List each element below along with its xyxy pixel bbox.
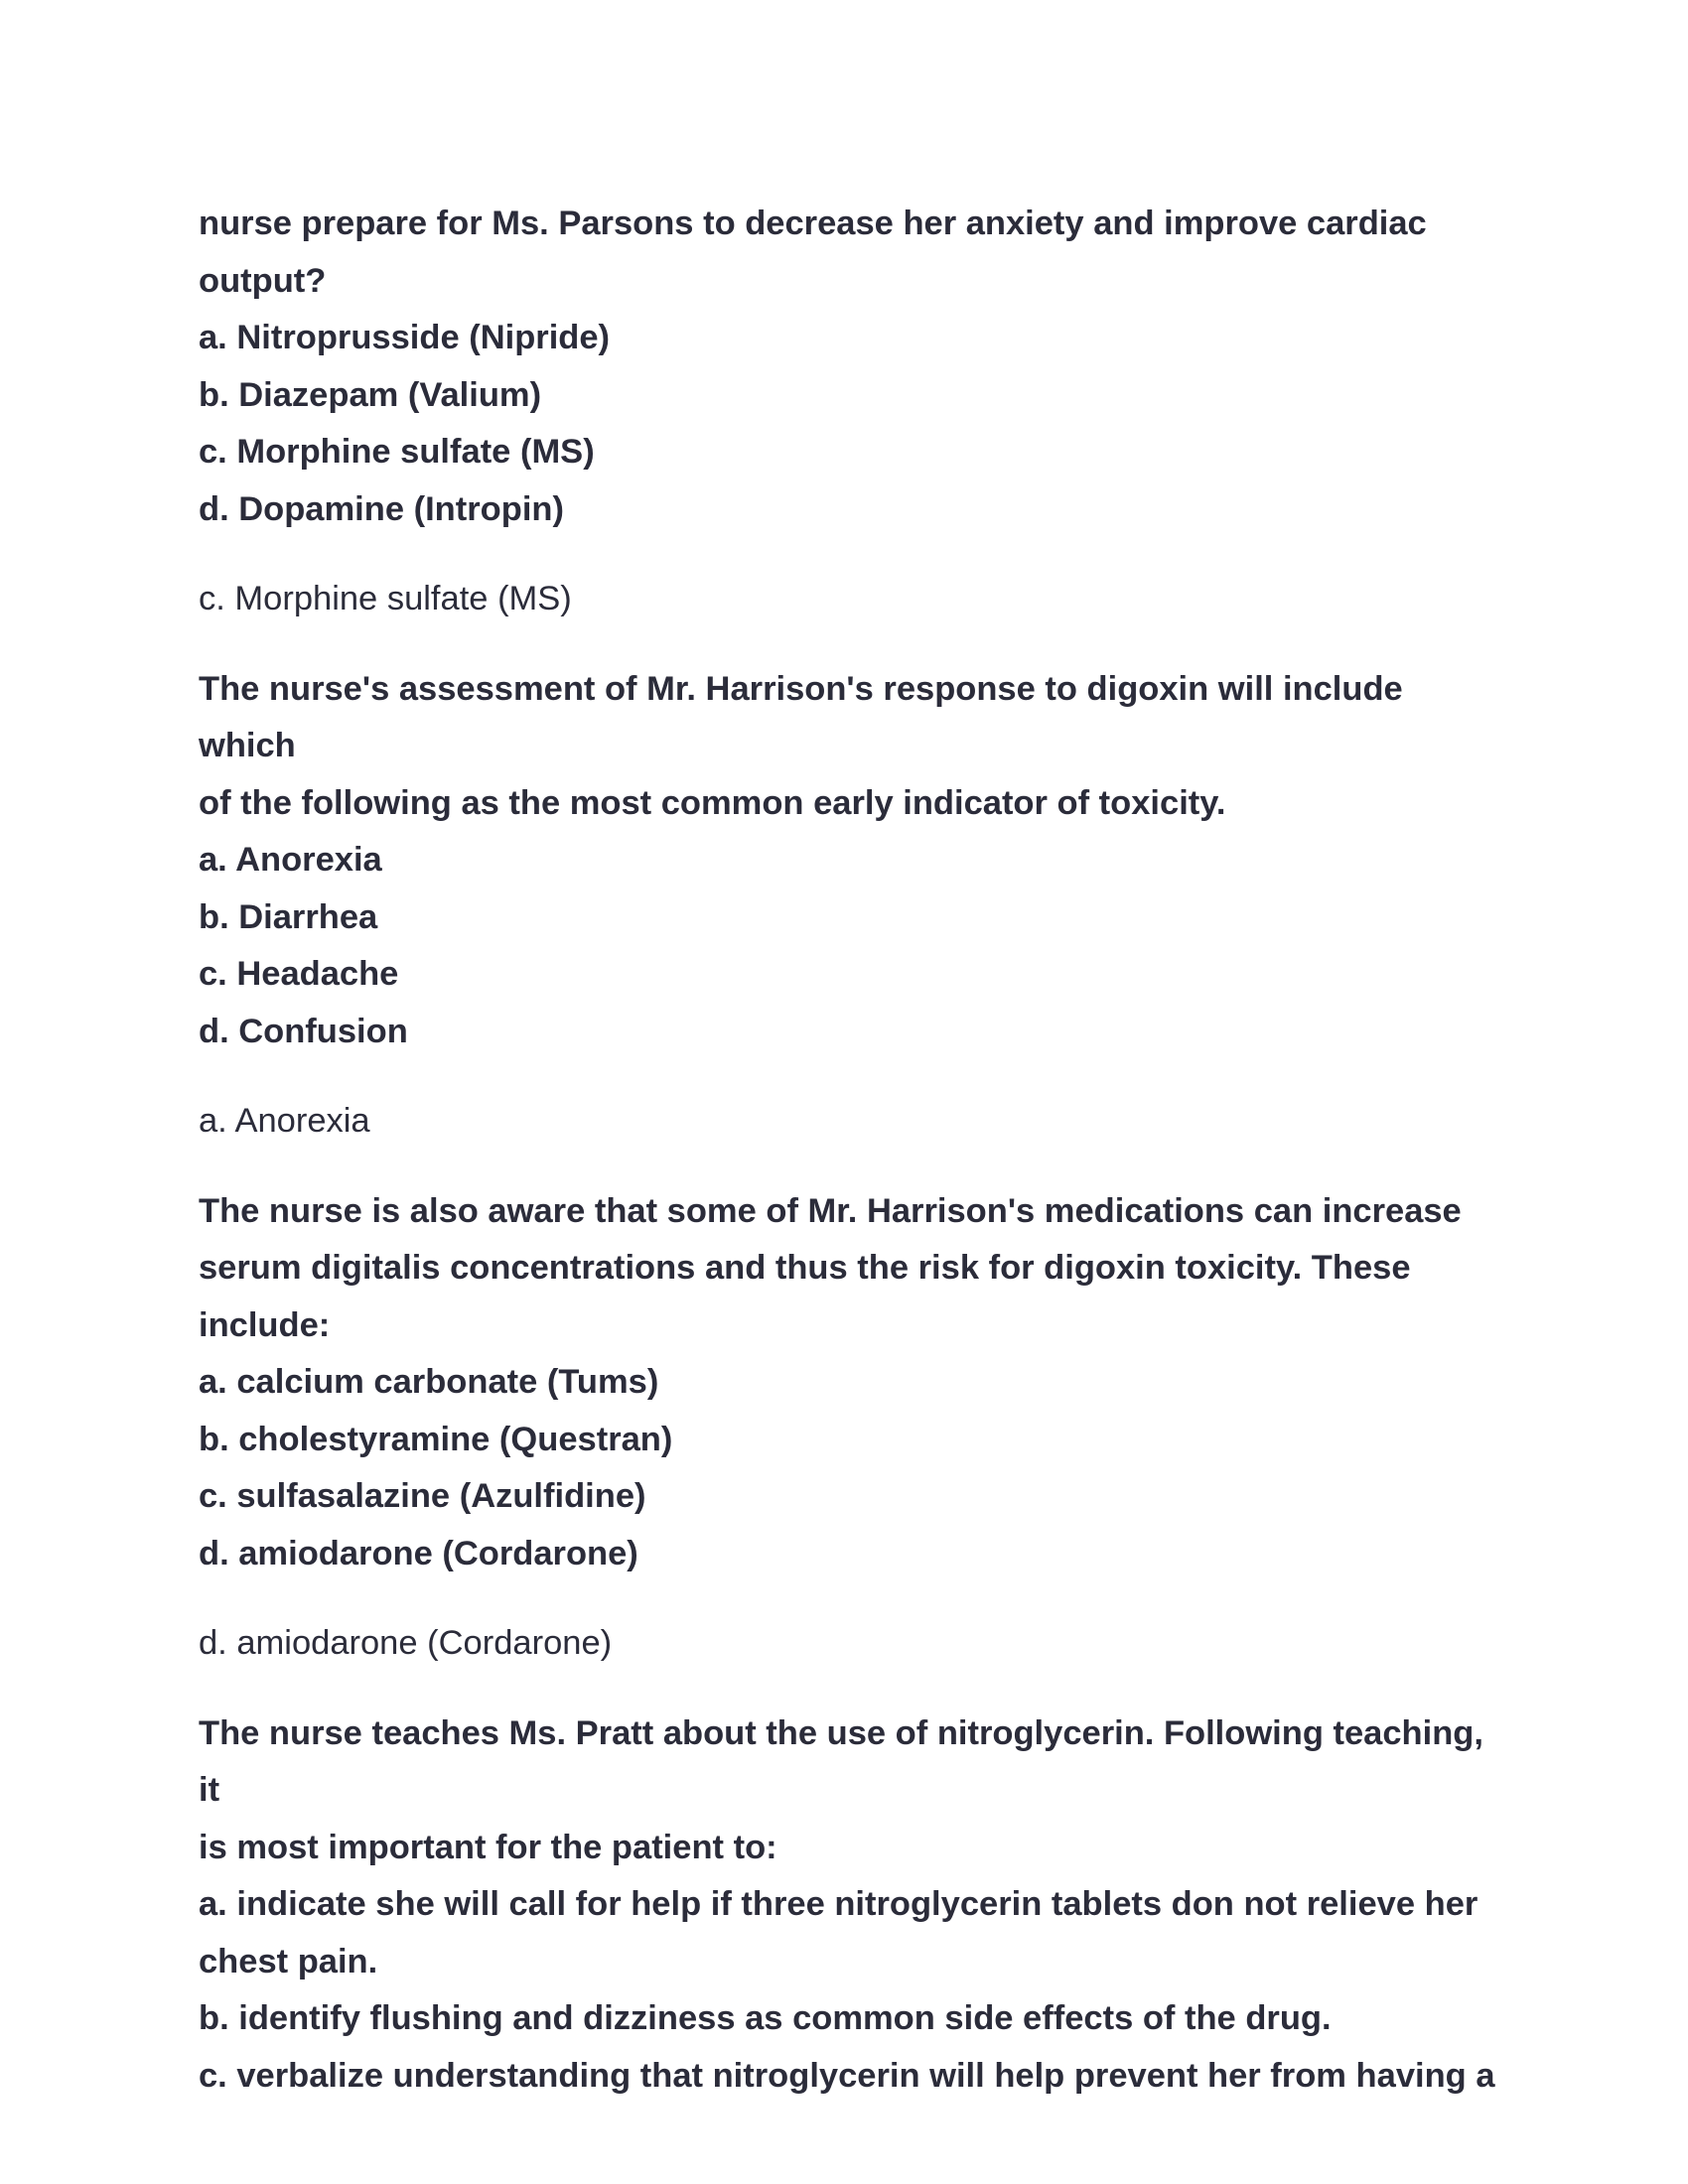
question-block xyxy=(199,1183,1509,1583)
option-a: a. Anorexia xyxy=(199,841,382,879)
option-d: d. Confusion xyxy=(199,1012,408,1050)
option-b: b. Diarrhea xyxy=(199,897,378,936)
answer-text: a. Anorexia xyxy=(199,1102,370,1140)
option-a-continued: chest pain. xyxy=(199,1942,378,1980)
option-c: c. Headache xyxy=(199,955,399,993)
question-text-line: is most important for the patient to: xyxy=(199,1828,777,1866)
option-a: a. Nitroprusside (Nipride) xyxy=(199,319,611,356)
question-text-line: of the following as the most common early indicator of toxicity. xyxy=(199,783,1226,822)
option-b: b. cholestyramine (Questran) xyxy=(199,1420,673,1458)
option-a: a. calcium carbonate (Tums) xyxy=(199,1363,659,1401)
answer-text: d. amiodarone (Cordarone) xyxy=(199,1624,613,1662)
question-text-line: output? xyxy=(199,261,327,300)
option-c: c. Morphine sulfate (MS) xyxy=(199,433,595,471)
question-block xyxy=(199,196,1509,538)
option-b: b. identify flushing and dizziness as common side effects of the drug. xyxy=(199,1999,1332,2037)
question-block xyxy=(199,661,1509,1061)
option-d: d. Dopamine (Intropin) xyxy=(199,489,564,528)
question-text-line: nurse prepare for Ms. Parsons to decrease her anxiety and improve cardiac xyxy=(199,205,1427,242)
question-text-line: include: xyxy=(199,1305,331,1344)
option-a: a. indicate she will call for help if three nitroglycerin tablets don not relieve her xyxy=(199,1885,1478,1923)
option-c: c. verbalize understanding that nitroglycerin will help prevent her from having a xyxy=(199,2056,1495,2095)
answer-text: c. Morphine sulfate (MS) xyxy=(199,580,572,617)
option-d: d. amiodarone (Cordarone) xyxy=(199,1534,638,1572)
option-b: b. Diazepam (Valium) xyxy=(199,375,542,414)
document-page xyxy=(199,196,1509,2105)
question-text-line: serum digitalis concentrations and thus the risk for digoxin toxicity. These xyxy=(199,1249,1411,1287)
question-text-line: The nurse teaches Ms. Pratt about the use of nitroglycerin. Following teaching, it xyxy=(199,1713,1483,1809)
question-text-line: The nurse's assessment of Mr. Harrison's response to digoxin will include which xyxy=(199,669,1403,764)
question-text-line: The nurse is also aware that some of Mr. Harrison's medications can increase xyxy=(199,1191,1462,1230)
question-block xyxy=(199,1706,1509,2106)
option-c: c. sulfasalazine (Azulfidine) xyxy=(199,1477,646,1515)
